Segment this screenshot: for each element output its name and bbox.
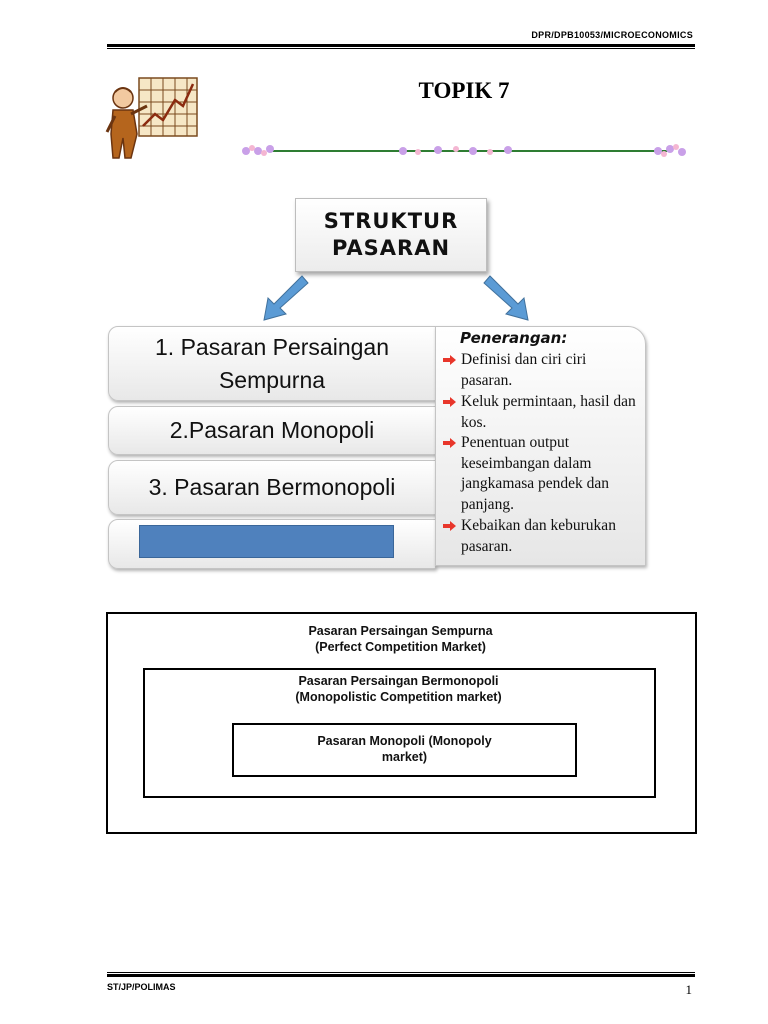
struktur-pasaran-box (295, 198, 487, 272)
outer-market-name: Pasaran Persaingan Sempurna (308, 624, 493, 638)
explanation-point (440, 350, 640, 391)
market-item-perfect-competition (108, 326, 436, 401)
header-rule-thick (107, 44, 695, 47)
struktur-label: STRUKTUR (323, 209, 459, 233)
outer-market-label (106, 623, 695, 655)
outer-market-english: (Perfect Competition Market) (315, 640, 486, 654)
market-item-monopoly (108, 406, 436, 455)
flower-divider-icon (238, 143, 690, 159)
explanation-point-text: Keluk permintaan, hasil dan kos. (461, 393, 636, 431)
market-item-3-label: 3. Pasaran Bermonopoli (148, 474, 396, 500)
explanation-point-text: Kebaikan dan keburukan pasaran. (461, 517, 616, 555)
explanation-point (440, 433, 640, 515)
header-course-code: DPR/DPB10053/MICROECONOMICS (531, 30, 693, 40)
market-item-2-label: 2.Pasaran Monopoli (169, 417, 375, 443)
market-item-1-line1: 1. Pasaran Persaingan (155, 333, 389, 360)
blue-placeholder-rect (139, 525, 394, 558)
market-item-1-line2: Sempurna (218, 366, 326, 393)
explanation-point (440, 392, 640, 433)
middle-market-name: Pasaran Persaingan Bermonopoli (298, 674, 499, 688)
footer-rule-thick (107, 974, 695, 977)
middle-market-english: (Monopolistic Competition market) (295, 690, 502, 704)
header-rule-thin (107, 48, 695, 49)
down-left-arrow-icon (258, 274, 310, 324)
explanation-heading: Penerangan: (460, 329, 568, 347)
footer-institution: ST/JP/POLIMAS (107, 982, 176, 992)
inner-market-label (232, 733, 577, 765)
red-bullet-arrow-icon (443, 355, 456, 365)
inner-market-line1: Pasaran Monopoli (Monopoly (317, 734, 492, 748)
explanation-point-text: Penentuan output keseimbangan dalam jangkamasa pendek dan panjang. (461, 434, 610, 513)
down-right-arrow-icon (482, 274, 534, 324)
explanation-point-text: Definisi dan ciri ciri pasaran. (461, 351, 587, 389)
red-bullet-arrow-icon (443, 397, 456, 407)
middle-market-label (143, 673, 654, 705)
pasaran-label: PASARAN (331, 236, 451, 260)
explanation-point (440, 516, 640, 557)
inner-market-line2: market) (381, 750, 428, 764)
red-bullet-arrow-icon (443, 438, 456, 448)
market-item-monopolistic (108, 460, 436, 515)
footer-rule-thin (107, 972, 695, 973)
red-bullet-arrow-icon (443, 521, 456, 531)
page-title: TOPIK 7 (418, 78, 510, 103)
page-number: 1 (685, 982, 692, 997)
